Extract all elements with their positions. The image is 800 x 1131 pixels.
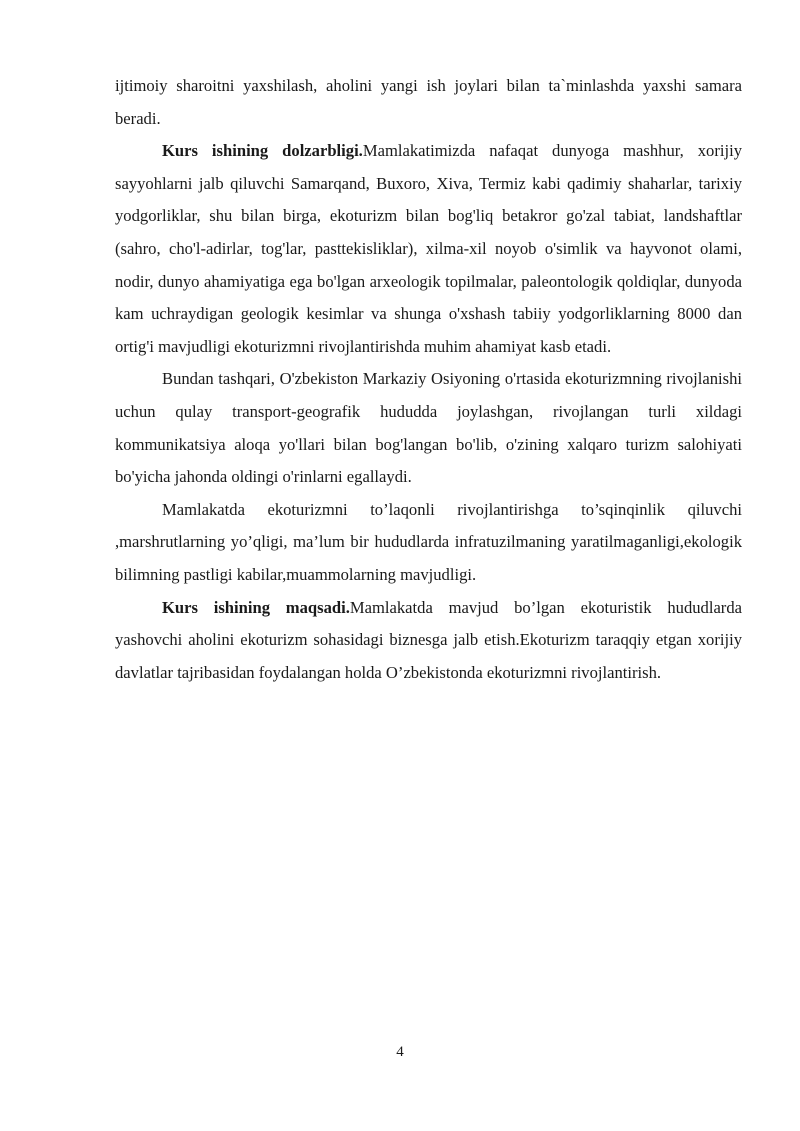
paragraph-text: Bundan tashqari, O'zbekiston Markaziy Osiyoning o'rtasida ekoturizmning rivojlanishi uchun qulay transport-geografik hududda joylashgan, rivojlangan turli xildagi kommunikatsiya aloqa yo'llari bilan bog'langan bo'lib, o'zining xalqaro turizm salohiyati bo'yicha jahonda oldingi o'rinlarni egallaydi. (115, 369, 742, 487)
paragraph-heading-goal: Kurs ishining maqsadi. (162, 597, 350, 617)
paragraph-text: Mamlakatda ekoturizmni to’laqonli rivojlantirishga to’sqinqinlik qiluvchi ,marshrutlarning yo’qligi, ma’lum bir hududlarda infratuzilmaning yaratilmaganligi,ekologik bilimning pastligi kabilar,muammolarning mavjudligi. (115, 499, 742, 584)
paragraph-goal (115, 592, 742, 690)
paragraph-text: Mamlakatimizda nafaqat dunyoga mashhur, xorijiy sayyohlarni jalb qiluvchi Samarqand, Buxoro, Xiva, Termiz kabi qadimiy shaharlar, tarixiy yodgorliklar, shu bilan birga, ekoturizm bilan bog'liq betakror go'zal tabiat, landshaftlar (sahro, cho'l-adirlar, tog'lar, pasttekisliklar), xilma-xil noyob o'simlik va hayvonot olami, nodir, dunyo ahamiyatiga ega bo'lgan arxeologik topilmalar, paleontologik qoldiqlar, dunyoda kam uchraydigan geologik kesimlar va shunga o'xshash tabiiy yodgorliklarning 8000 dan ortig'i mavjudligi ekoturizmni rivojlantirishda muhim ahamiyat kasb etadi. (115, 141, 742, 356)
paragraph-relevance (115, 135, 742, 363)
paragraph-text: Mamlakatda mavjud bo’lgan ekoturistik hududlarda yashovchi aholini ekoturizm sohasidagi biznesga jalb etish.Ekoturizm taraqqiy etgan xorijiy davlatlar tajribasidan foydalangan holda O’zbekistonda ekoturizmni rivojlantirish. (115, 597, 742, 682)
paragraph-intro-continuation (115, 70, 742, 135)
paragraph-problems (115, 494, 742, 592)
paragraph-heading-relevance: Kurs ishining dolzarbligi. (162, 141, 363, 161)
paragraph-geography (115, 363, 742, 493)
paragraph-text: ijtimoiy sharoitni yaxshilash, aholini yangi ish joylari bilan ta`minlashda yaxshi samara beradi. (115, 76, 742, 128)
page-number: 4 (396, 1044, 404, 1060)
page-body (115, 70, 742, 689)
